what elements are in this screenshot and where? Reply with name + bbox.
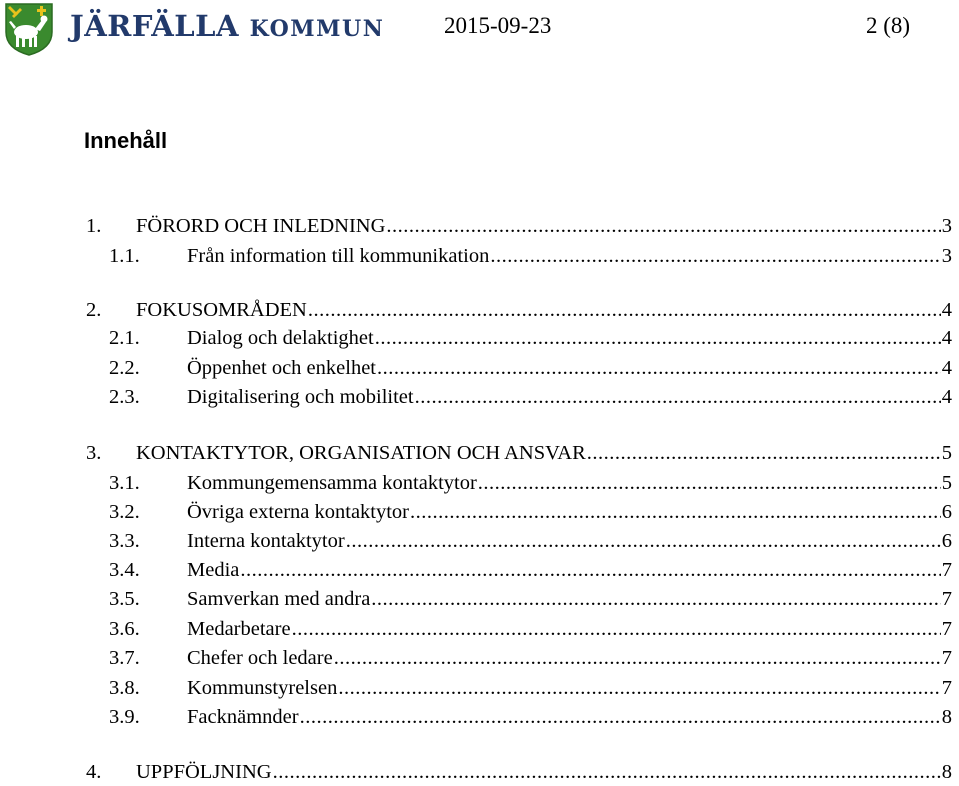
toc-dot-leader	[240, 557, 940, 584]
toc-entry-title: Övriga externa kontaktytor	[187, 501, 410, 523]
toc-entry-line	[187, 499, 952, 526]
toc-entry[interactable]	[0, 440, 959, 467]
toc-entry-page: 4	[941, 357, 952, 379]
toc-entry[interactable]	[0, 528, 959, 555]
toc-entry-page: 7	[941, 559, 952, 581]
toc-entry[interactable]	[0, 297, 959, 324]
toc-entry[interactable]	[0, 213, 959, 240]
toc-entry-number: 3.6.	[109, 618, 140, 640]
toc-dot-leader	[415, 384, 941, 411]
toc-dot-leader	[587, 440, 941, 467]
toc-entry-title: UPPFÖLJNING	[136, 761, 272, 783]
toc-dot-leader	[375, 325, 941, 352]
toc-entry-number: 3.5.	[109, 588, 140, 610]
toc-entry-number: 2.	[86, 299, 102, 321]
toc-entry-number: 4.	[86, 761, 102, 783]
toc-entry[interactable]	[0, 557, 959, 584]
toc-entry-line	[136, 213, 952, 240]
toc-dot-leader	[292, 616, 941, 643]
toc-entry[interactable]	[0, 243, 959, 270]
toc-entry[interactable]	[0, 499, 959, 526]
toc-entry-line	[136, 440, 952, 467]
toc-entry[interactable]	[0, 645, 959, 672]
document-date: 2015-09-23	[444, 13, 552, 38]
toc-entry-title: Media	[187, 559, 240, 581]
toc-entry-line	[187, 557, 952, 584]
toc-entry-title: Öppenhet och enkelhet	[187, 357, 376, 379]
toc-dot-leader	[490, 243, 940, 270]
toc-entry-line	[187, 645, 952, 672]
toc-entry-number: 2.2.	[109, 357, 140, 379]
toc-dot-leader	[308, 297, 941, 324]
toc-dot-leader	[386, 213, 940, 240]
toc-entry-page: 5	[941, 442, 952, 464]
toc-entry-page: 7	[941, 647, 952, 669]
toc-entry-title: KONTAKTYTOR, ORGANISATION OCH ANSVAR	[136, 442, 586, 464]
toc-entry-page: 7	[941, 677, 952, 699]
toc-entry-line	[136, 297, 952, 324]
toc-entry-line	[187, 704, 952, 731]
toc-entry[interactable]	[0, 704, 959, 731]
toc-entry-number: 3.2.	[109, 501, 140, 523]
toc-entry-title: Från information till kommunikation	[187, 245, 490, 267]
toc-entry-number: 3.	[86, 442, 102, 464]
toc-entry[interactable]	[0, 616, 959, 643]
toc-entry-title: Interna kontaktytor	[187, 530, 345, 552]
toc-entry-line	[187, 528, 952, 555]
toc-entry-line	[187, 616, 952, 643]
toc-entry-title: Medarbetare	[187, 618, 291, 640]
toc-entry-title: Facknämnder	[187, 706, 299, 728]
toc-dot-leader	[273, 759, 941, 786]
toc-entry-title: FÖRORD OCH INLEDNING	[136, 215, 386, 237]
toc-entry-title: Kommunstyrelsen	[187, 677, 338, 699]
toc-entry-title: FOKUSOMRÅDEN	[136, 299, 307, 321]
toc-dot-leader	[410, 499, 941, 526]
toc-entry[interactable]	[0, 759, 959, 786]
toc-dot-leader	[377, 355, 941, 382]
toc-entry-page: 5	[941, 472, 952, 494]
toc-entry-page: 4	[941, 327, 952, 349]
toc-entry-title: Dialog och delaktighet	[187, 327, 374, 349]
toc-entry-line	[187, 325, 952, 352]
toc-dot-leader	[478, 470, 941, 497]
toc-entry-title: Kommungemensamma kontaktytor	[187, 472, 477, 494]
toc-entry-page: 7	[941, 618, 952, 640]
toc-entry-line	[187, 384, 952, 411]
toc-entry[interactable]	[0, 325, 959, 352]
toc-entry-number: 3.1.	[109, 472, 140, 494]
toc-dot-leader	[334, 645, 941, 672]
toc-entry-number: 1.1.	[109, 245, 140, 267]
toc-entry[interactable]	[0, 586, 959, 613]
toc-entry-page: 4	[941, 386, 952, 408]
toc-entry-page: 6	[941, 530, 952, 552]
toc-entry-number: 3.7.	[109, 647, 140, 669]
wordmark-word-2: KOMMUN	[249, 16, 385, 42]
toc-entry-title: Digitalisering och mobilitet	[187, 386, 414, 408]
toc-entry[interactable]	[0, 384, 959, 411]
toc-dot-leader	[300, 704, 941, 731]
toc-entry-number: 3.3.	[109, 530, 140, 552]
toc-entry[interactable]	[0, 675, 959, 702]
toc-entry[interactable]	[0, 470, 959, 497]
toc-entry-number: 3.9.	[109, 706, 140, 728]
toc-entry-line	[187, 355, 952, 382]
toc-entry-page: 8	[941, 706, 952, 728]
toc-dot-leader	[346, 528, 941, 555]
wordmark-word-1: JÄRFÄLLA	[70, 9, 239, 43]
toc-entry-page: 4	[941, 299, 952, 321]
toc-entry-page: 7	[941, 588, 952, 610]
toc-entry-page: 6	[941, 501, 952, 523]
toc-entry-line	[187, 586, 952, 613]
toc-heading: Innehåll	[84, 128, 168, 153]
toc-entry-line	[136, 759, 952, 786]
toc-entry-page: 8	[941, 761, 952, 783]
toc-entry-number: 3.4.	[109, 559, 140, 581]
toc-entry-line	[187, 243, 952, 270]
toc-entry-title: Samverkan med andra	[187, 588, 371, 610]
toc-entry-line	[187, 675, 952, 702]
toc-entry-number: 2.1.	[109, 327, 140, 349]
toc-entry-number: 1.	[86, 215, 102, 237]
toc-entry-number: 3.8.	[109, 677, 140, 699]
toc-dot-leader	[371, 586, 940, 613]
toc-entry[interactable]	[0, 355, 959, 382]
toc-entry-page: 3	[941, 215, 952, 237]
toc-dot-leader	[338, 675, 940, 702]
toc-entry-page: 3	[941, 245, 952, 267]
toc-entry-number: 2.3.	[109, 386, 140, 408]
toc-entry-line	[187, 470, 952, 497]
toc-entry-title: Chefer och ledare	[187, 647, 333, 669]
page-number: 2 (8)	[866, 13, 911, 38]
